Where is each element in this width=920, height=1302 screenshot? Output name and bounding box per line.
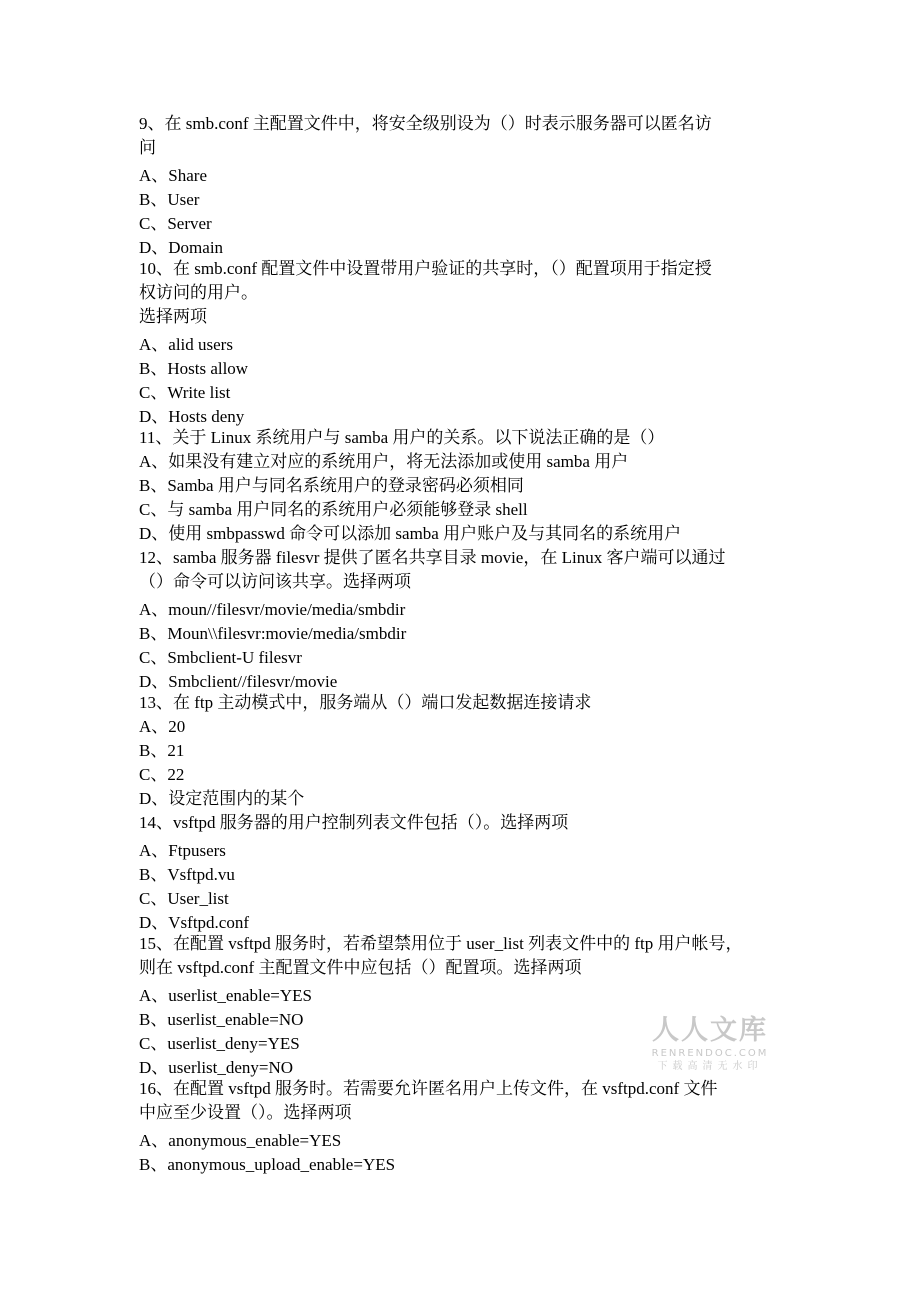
- question-16-option-a: A、anonymous_enable=YES: [139, 1131, 342, 1150]
- question-14-option-b: B、Vsftpd.vu: [139, 865, 235, 884]
- question-12-line-2: （）命令可以访问该共享。选择两项: [139, 572, 411, 591]
- question-9-line-2: 问: [139, 138, 156, 157]
- watermark-logo: [645, 1015, 775, 1074]
- question-10-option-b: B、Hosts allow: [139, 359, 249, 378]
- question-14-option-c: C、User_list: [139, 889, 229, 908]
- question-11-option-d: D、使用 smbpasswd 命令可以添加 samba 用户账户及与其同名的系统用户: [139, 524, 682, 543]
- question-11-option-b: B、Samba 用户与同名系统用户的登录密码必须相同: [139, 476, 524, 495]
- question-10-line-3: 选择两项: [139, 307, 207, 326]
- question-12-option-a: A、moun//filesvr/movie/media/smbdir: [139, 600, 406, 619]
- question-10-option-a: A、alid users: [139, 335, 233, 354]
- question-15-line-2: 则在 vsftpd.conf 主配置文件中应包括（）配置项。选择两项: [139, 958, 582, 977]
- question-10-option-d: D、Hosts deny: [139, 407, 245, 426]
- question-14-option-d: D、Vsftpd.conf: [139, 913, 250, 932]
- question-13-option-c: C、22: [139, 765, 185, 784]
- question-9-line-1: 9、在 smb.conf 主配置文件中，将安全级别设为（）时表示服务器可以匿名访: [139, 114, 712, 133]
- question-10-option-c: C、Write list: [139, 383, 231, 402]
- question-10-line-2: 权访问的用户。: [139, 283, 258, 302]
- question-15-option-a: A、userlist_enable=YES: [139, 986, 312, 1005]
- watermark-slogan: 下载高清无水印: [657, 1061, 763, 1072]
- question-9-option-d: D、Domain: [139, 238, 224, 257]
- watermark-title: 人人文库: [652, 1015, 768, 1046]
- question-11-option-c: C、与 samba 用户同名的系统用户必须能够登录 shell: [139, 500, 528, 519]
- question-11-line-1: 11、关于 Linux 系统用户与 samba 用户的关系。以下说法正确的是（）: [139, 428, 665, 447]
- question-11-option-a: A、如果没有建立对应的系统用户，将无法添加或使用 samba 用户: [139, 452, 629, 471]
- question-13-line-1: 13、在 ftp 主动模式中，服务端从（）端口发起数据连接请求: [139, 693, 592, 712]
- question-14-option-a: A、Ftpusers: [139, 841, 226, 860]
- question-9-option-c: C、Server: [139, 214, 212, 233]
- question-15-option-c: C、userlist_deny=YES: [139, 1034, 300, 1053]
- question-15-line-1: 15、在配置 vsftpd 服务时，若希望禁用位于 user_list 列表文件中的 ftp 用户帐号，: [139, 934, 743, 953]
- question-12-option-b: B、Moun\\filesvr:movie/media/smbdir: [139, 624, 407, 643]
- question-12-line-1: 12、samba 服务器 filesvr 提供了匿名共享目录 movie，在 Linux 客户端可以通过: [139, 548, 726, 567]
- question-15-option-b: B、userlist_enable=NO: [139, 1010, 304, 1029]
- question-16-option-b: B、anonymous_upload_enable=YES: [139, 1155, 396, 1174]
- question-13-option-a: A、20: [139, 717, 186, 736]
- question-13-option-b: B、21: [139, 741, 185, 760]
- question-10-line-1: 10、在 smb.conf 配置文件中设置带用户验证的共享时，（）配置项用于指定授: [139, 259, 712, 278]
- question-15-option-d: D、userlist_deny=NO: [139, 1058, 294, 1077]
- question-13-option-d: D、设定范围内的某个: [139, 789, 305, 808]
- question-12-option-c: C、Smbclient-U filesvr: [139, 648, 302, 667]
- question-9-option-a: A、Share: [139, 166, 207, 185]
- question-9-option-b: B、User: [139, 190, 200, 209]
- question-12-option-d: D、Smbclient//filesvr/movie: [139, 672, 338, 691]
- question-14-line-1: 14、vsftpd 服务器的用户控制列表文件包括（）。选择两项: [139, 813, 569, 832]
- question-16-line-2: 中应至少设置（）。选择两项: [139, 1103, 352, 1122]
- watermark-domain: RENRENDOC.COM: [651, 1048, 769, 1059]
- question-16-line-1: 16、在配置 vsftpd 服务时。若需要允许匿名用户上传文件，在 vsftpd.conf 文件: [139, 1079, 718, 1098]
